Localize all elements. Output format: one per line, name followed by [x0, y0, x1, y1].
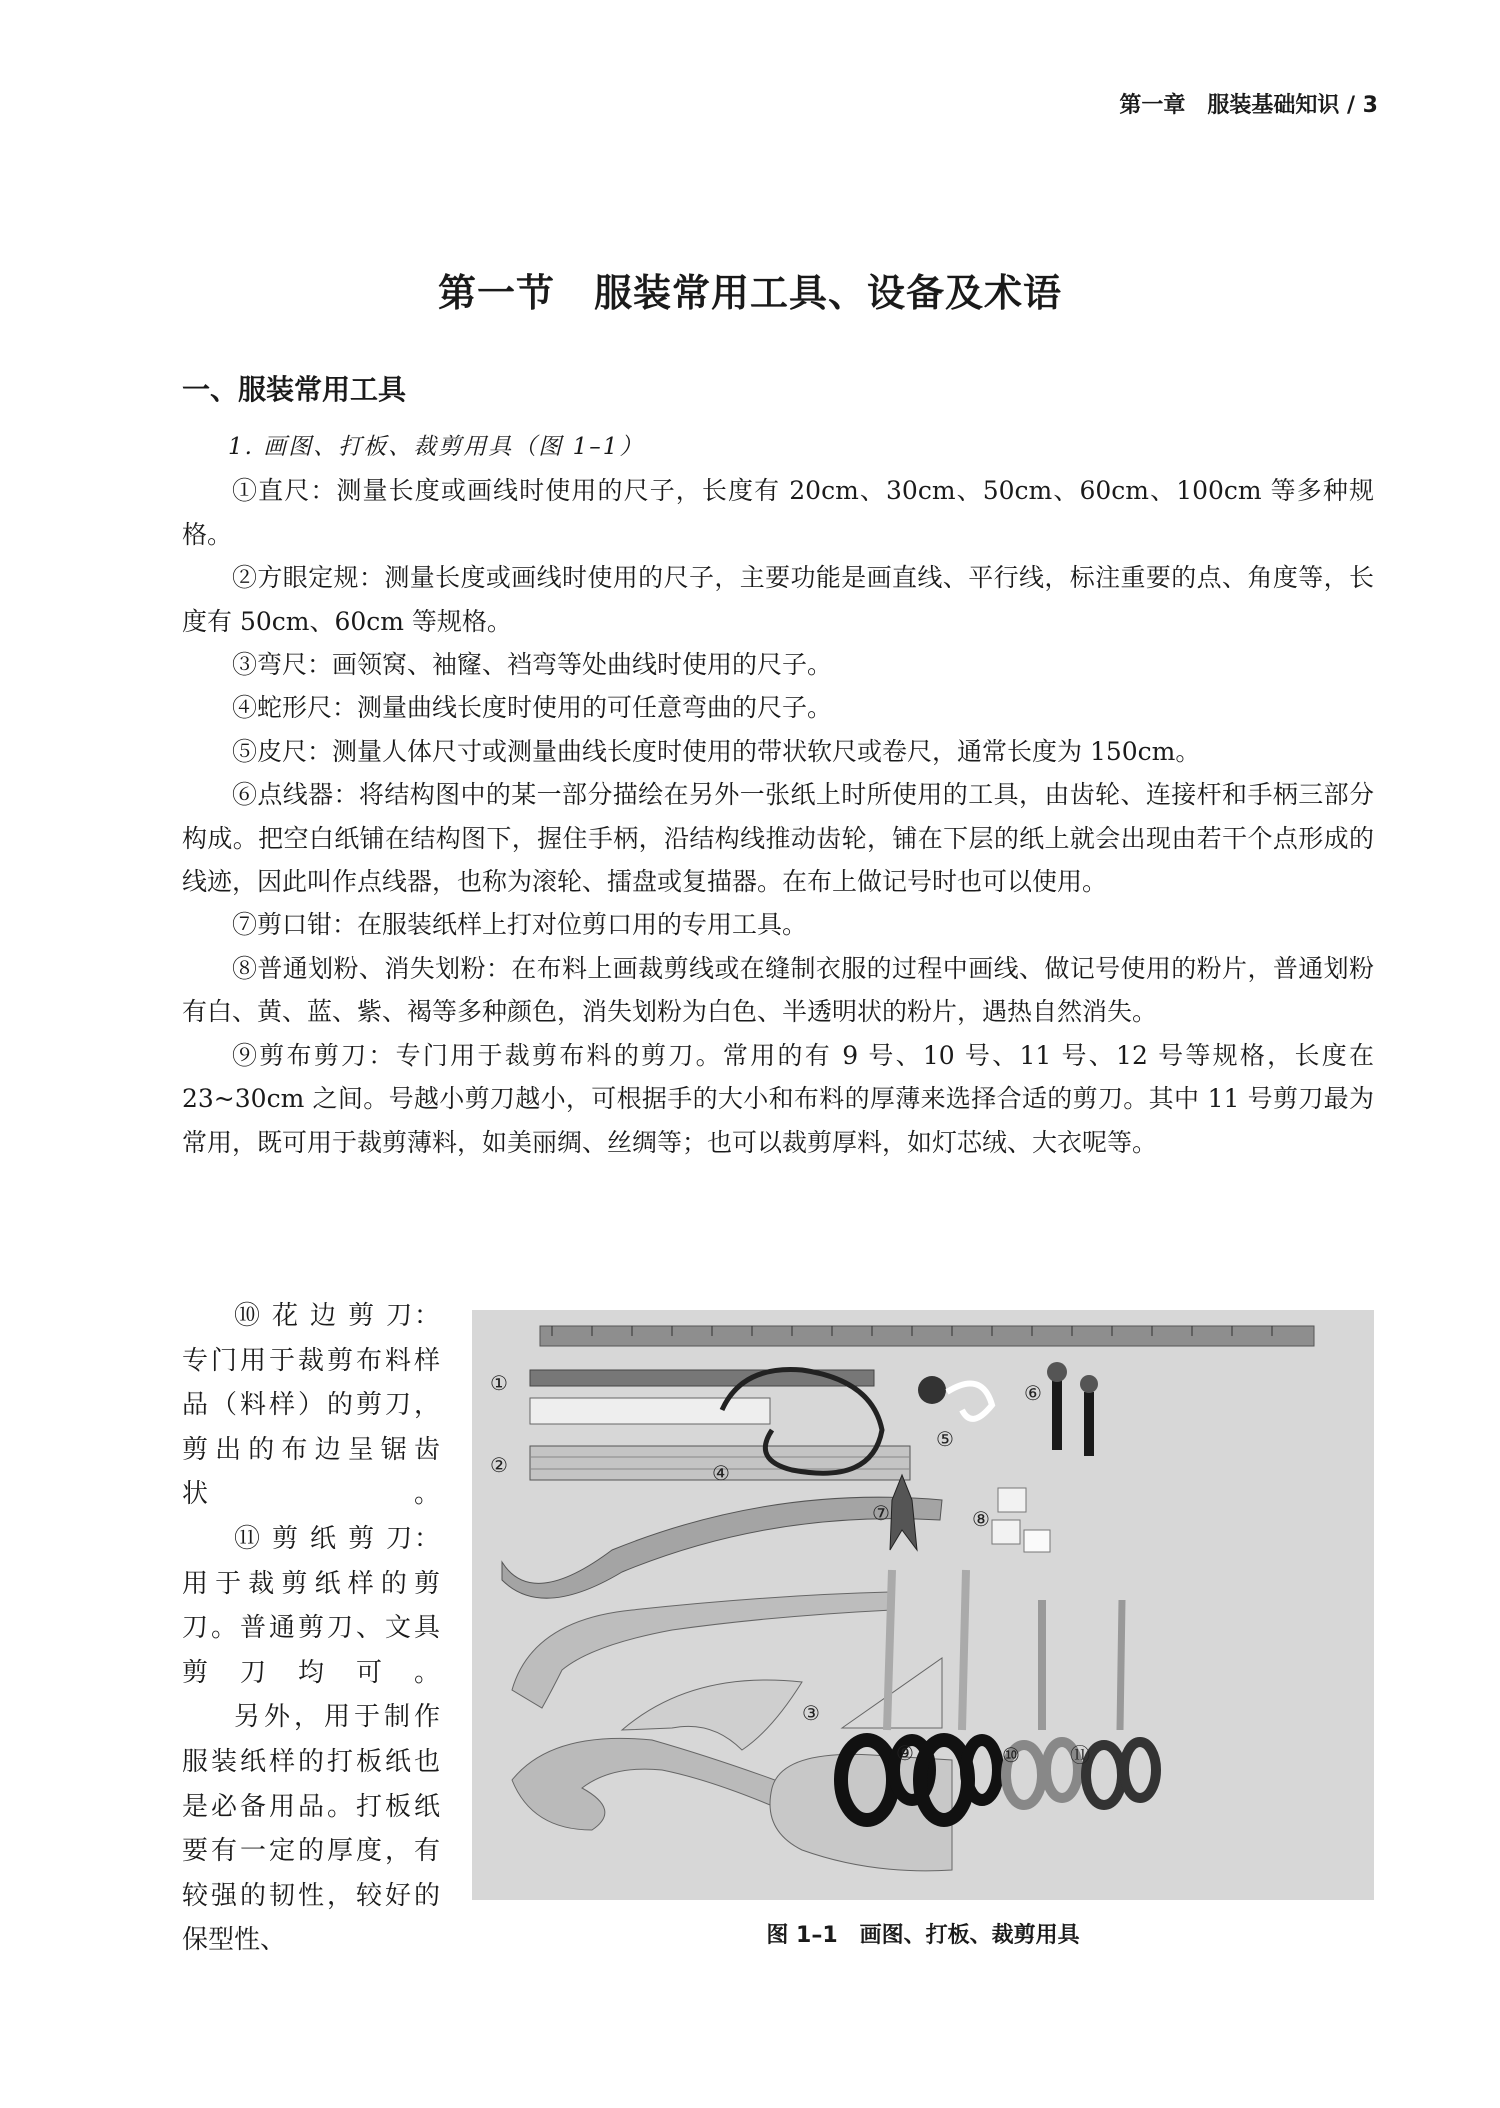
- subheading: 1. 画图、打板、裁剪用具（图 1–1）: [228, 434, 645, 460]
- paragraph-paper-scissors: ⑪ 剪 纸 剪 刀：用于裁剪纸样的剪刀。普通剪刀、文具剪刀均可。: [182, 1523, 440, 1688]
- paragraph-flexible-ruler: ④蛇形尺：测量曲线长度时使用的可任意弯曲的尺子。: [232, 693, 833, 723]
- paragraph-curve-ruler: ③弯尺：画领窝、袖窿、裆弯等处曲线时使用的尺子。: [232, 650, 833, 680]
- side-column: [182, 1294, 440, 1963]
- figure-label-9: ⑨: [896, 1741, 914, 1765]
- paragraph-pinking-shears: ⑩ 花 边 剪 刀：专门用于裁剪布料样品（料样）的剪刀，剪出的布边呈锯齿状。: [182, 1301, 440, 1510]
- notcher: [890, 1475, 917, 1550]
- tools-illustration: [472, 1310, 1374, 1900]
- chalk-3: [1024, 1530, 1050, 1552]
- subsection-title: 一、服装常用工具: [182, 373, 407, 406]
- paragraph-notcher: ⑦剪口钳：在服装纸样上打对位剪口用的专用工具。: [232, 910, 808, 940]
- scissors-paper: [1086, 1600, 1156, 1805]
- paragraph-ruler: ①直尺：测量长度或画线时使用的尺子，长度有 20cm、30cm、50cm、60cm、100cm 等多种规格。: [182, 476, 1374, 549]
- figure-caption: 图 1–1 画图、打板、裁剪用具: [766, 1923, 1080, 1948]
- paragraph-grid-ruler: ②方眼定规：测量长度或画线时使用的尺子，主要功能是画直线、平行线，标注重要的点、角度等，长度有 50cm、60cm 等规格。: [182, 563, 1374, 636]
- body-text: [182, 426, 1374, 1164]
- tracing-wheel-2: [1084, 1392, 1094, 1456]
- figure-label-6: ⑥: [1024, 1381, 1042, 1405]
- scissors-pinking: [1006, 1600, 1078, 1805]
- clear-ruler: [530, 1398, 770, 1424]
- figure-photo: [472, 1310, 1374, 1900]
- figure-label-8: ⑧: [972, 1507, 990, 1531]
- figure-label-1: ①: [490, 1371, 508, 1395]
- paragraph-tape-measure: ⑤皮尺：测量人体尺寸或测量曲线长度时使用的带状软尺或卷尺，通常长度为 150cm。: [232, 736, 1201, 766]
- french-curve-c: [512, 1738, 802, 1830]
- figure-label-10: ⑩: [1002, 1743, 1020, 1767]
- tape-measure-strip: [947, 1384, 992, 1419]
- figure-label-2: ②: [490, 1453, 508, 1477]
- section-title: 第一节 服装常用工具、设备及术语: [437, 270, 1062, 315]
- chalk-1: [998, 1488, 1026, 1512]
- paragraph-chalk: ⑧普通划粉、消失划粉：在布料上画裁剪线或在缝制衣服的过程中画线、做记号使用的粉片，普通划粉有白、黄、蓝、紫、褐等多种颜色，消失划粉为白色、半透明状的粉片，遇热自然消失。: [182, 953, 1374, 1027]
- paragraph-tracing-wheel: ⑥点线器：将结构图中的某一部分描绘在另外一张纸上时所使用的工具，由齿轮、连接杆和手柄三部分构成。把空白纸铺在结构图下，握住手柄，沿结构线推动齿轮，铺在下层的纸上就会出现由若干个点形成的线迹，因此叫作点线器，也称为滚轮、擂盘或复描器。在布上做记号时也可以使用。: [182, 780, 1374, 897]
- chalk-2: [992, 1520, 1020, 1544]
- long-ruler: [540, 1326, 1314, 1346]
- figure-label-7: ⑦: [872, 1501, 890, 1525]
- paragraph-pattern-paper: 另外，用于制作服装纸样的打板纸也是必备用品。打板纸要有一定的厚度，有较强的韧性，较好的保型性、: [182, 1702, 440, 1956]
- figure-label-4: ④: [712, 1461, 730, 1485]
- figure-label-3: ③: [802, 1701, 820, 1725]
- paragraph-fabric-scissors: ⑨剪布剪刀：专门用于裁剪布料的剪刀。常用的有 9 号、10 号、11 号、12 号等规格，长度在 23~30cm 之间。号越小剪刀越小，可根据手的大小和布料的厚薄来选择合适的剪刀。其中 11 号剪刀最为常用，既可用于裁剪薄料，如美丽绸、丝绸等；也可以裁剪厚料，如灯芯绒、大衣呢等。: [182, 1040, 1374, 1157]
- running-header: 第一章 服装基础知识 / 3: [1119, 93, 1378, 118]
- figure-label-11: ⑪: [1070, 1743, 1090, 1767]
- tracing-wheel-1: [1052, 1380, 1062, 1450]
- figure-label-5: ⑤: [936, 1427, 954, 1451]
- tape-measure-case: [918, 1376, 946, 1404]
